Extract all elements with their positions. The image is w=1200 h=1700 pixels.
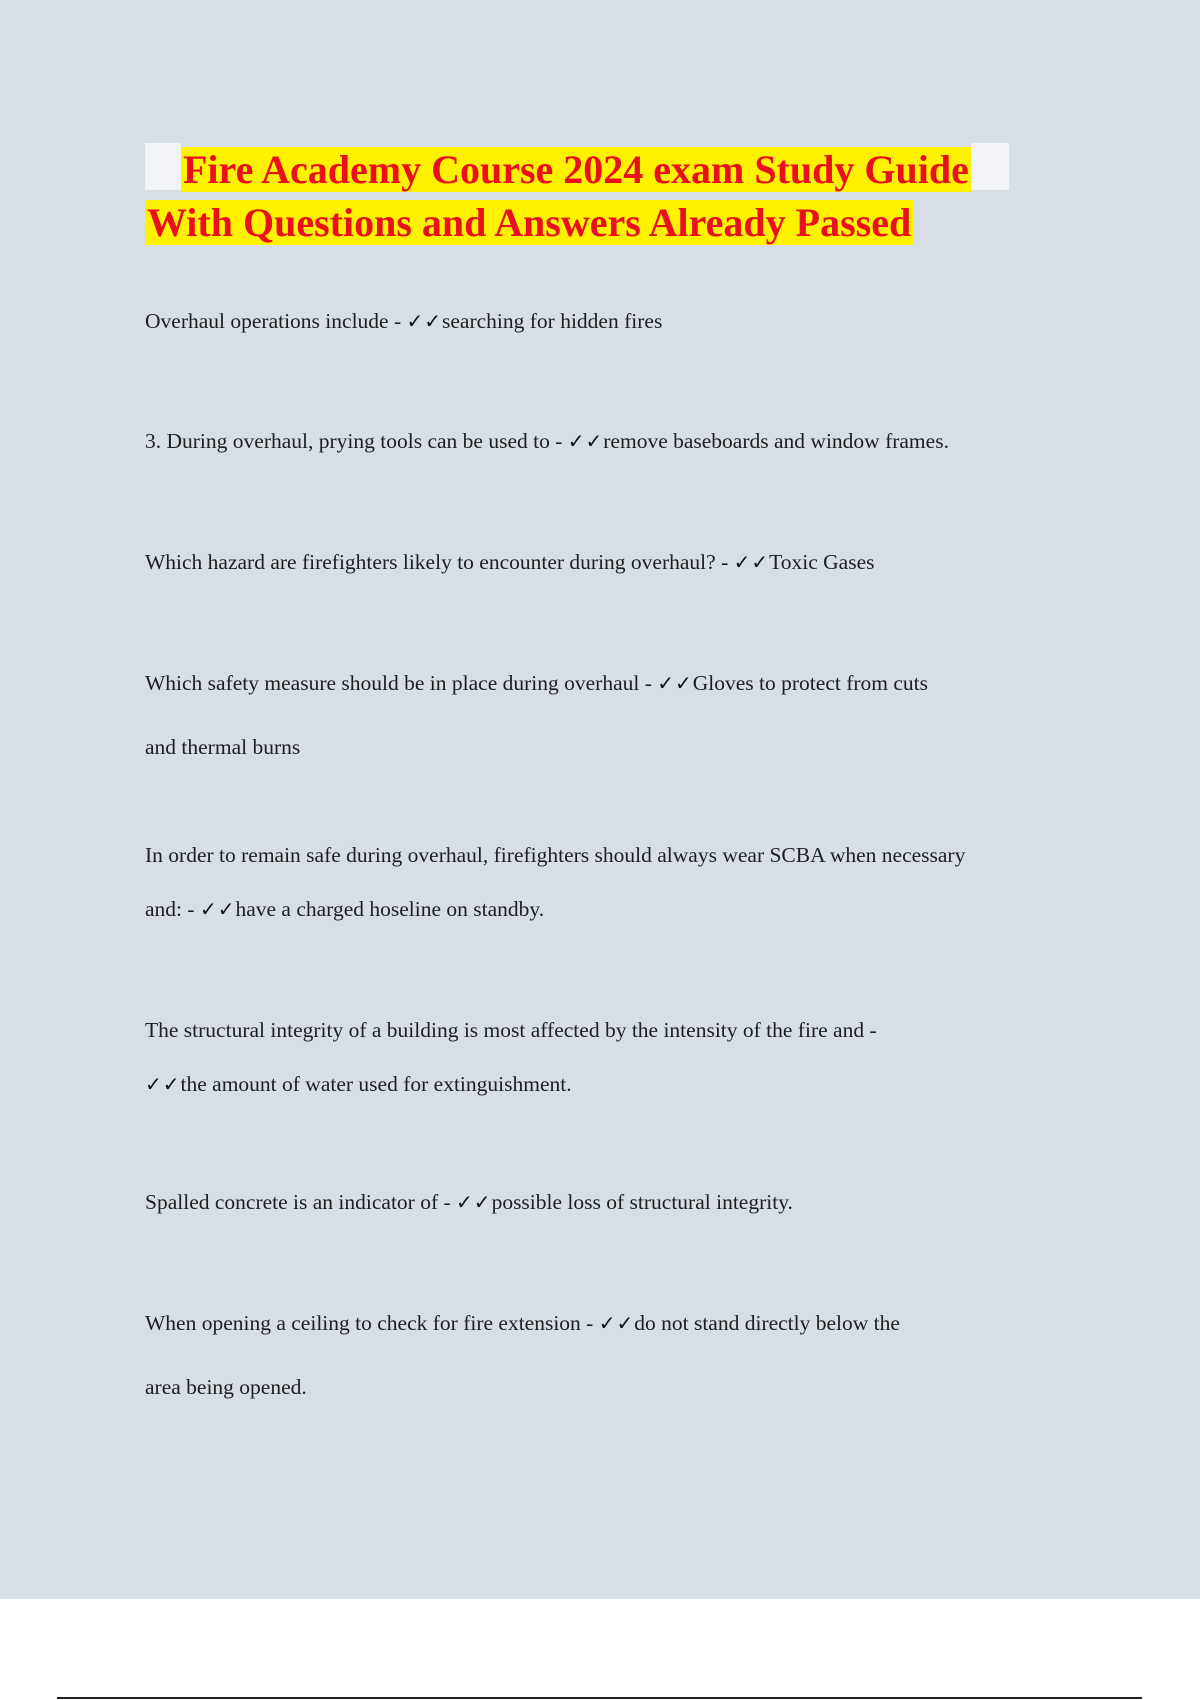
qa-item-6 bbox=[145, 1015, 1085, 1099]
qa-line bbox=[145, 1187, 1085, 1217]
question-text: Which hazard are firefighters likely to encounter during overhaul? - bbox=[145, 550, 734, 574]
answer-text: Toxic Gases bbox=[769, 550, 875, 574]
qa-item-2 bbox=[145, 426, 1085, 456]
qa-line bbox=[145, 1015, 1085, 1045]
qa-line bbox=[145, 426, 1085, 456]
title-text-2: With Questions and Answers Already Passed bbox=[147, 200, 912, 245]
qa-item-3 bbox=[145, 547, 1085, 577]
document-title bbox=[145, 143, 1095, 249]
qa-item-5 bbox=[145, 840, 1085, 924]
qa-line bbox=[145, 840, 1085, 870]
double-check-icon: ✓✓ bbox=[145, 1072, 181, 1096]
answer-text: Gloves to protect from cuts bbox=[692, 671, 929, 695]
qa-line bbox=[145, 547, 1085, 577]
qa-line-continued bbox=[145, 1372, 1085, 1402]
answer-text: remove baseboards and window frames. bbox=[603, 429, 949, 453]
question-text: 3. During overhaul, prying tools can be used to - bbox=[145, 429, 568, 453]
footer-divider bbox=[57, 1697, 1142, 1699]
qa-item-1 bbox=[145, 306, 1085, 336]
qa-line bbox=[145, 306, 1085, 336]
qa-item-8 bbox=[145, 1308, 1085, 1402]
title-line-2 bbox=[145, 196, 1095, 249]
question-text: Overhaul operations include - bbox=[145, 309, 407, 333]
qa-line bbox=[145, 1308, 1085, 1338]
qa-line-continued bbox=[145, 1069, 1085, 1099]
title-text-1: Fire Academy Course 2024 exam Study Guide bbox=[183, 147, 969, 192]
answer-text: the amount of water used for extinguishment. bbox=[180, 1072, 572, 1096]
answer-text: do not stand directly below the bbox=[634, 1311, 900, 1335]
question-text: The structural integrity of a building is most affected by the intensity of the fire and - bbox=[145, 1018, 877, 1042]
answer-text-continued: and thermal burns bbox=[145, 735, 301, 759]
qa-line-continued bbox=[145, 894, 1085, 924]
double-check-icon: ✓✓ bbox=[733, 550, 770, 574]
question-text: Spalled concrete is an indicator of - bbox=[145, 1190, 457, 1214]
question-text: In order to remain safe during overhaul, firefighters should always wear SCBA when necessary bbox=[145, 843, 966, 867]
question-text: Which safety measure should be in place during overhaul - bbox=[145, 671, 658, 695]
double-check-icon: ✓✓ bbox=[199, 897, 236, 921]
double-check-icon: ✓✓ bbox=[657, 671, 693, 695]
answer-text-continued: area being opened. bbox=[145, 1375, 307, 1399]
qa-item-7 bbox=[145, 1187, 1085, 1217]
qa-line-continued bbox=[145, 732, 1085, 762]
title-pad-end bbox=[971, 143, 1009, 190]
question-text-continued: and: - bbox=[145, 897, 200, 921]
title-line-1 bbox=[145, 143, 1095, 196]
double-check-icon: ✓✓ bbox=[456, 1190, 492, 1214]
double-check-icon: ✓✓ bbox=[567, 429, 604, 453]
double-check-icon: ✓✓ bbox=[406, 309, 443, 333]
qa-line bbox=[145, 668, 1085, 698]
answer-text: have a charged hoseline on standby. bbox=[235, 897, 545, 921]
title-pad bbox=[145, 143, 181, 190]
double-check-icon: ✓✓ bbox=[598, 1311, 635, 1335]
answer-text: searching for hidden fires bbox=[442, 309, 663, 333]
qa-item-4 bbox=[145, 668, 1085, 762]
question-text: When opening a ceiling to check for fire extension - bbox=[145, 1311, 599, 1335]
answer-text: possible loss of structural integrity. bbox=[491, 1190, 793, 1214]
